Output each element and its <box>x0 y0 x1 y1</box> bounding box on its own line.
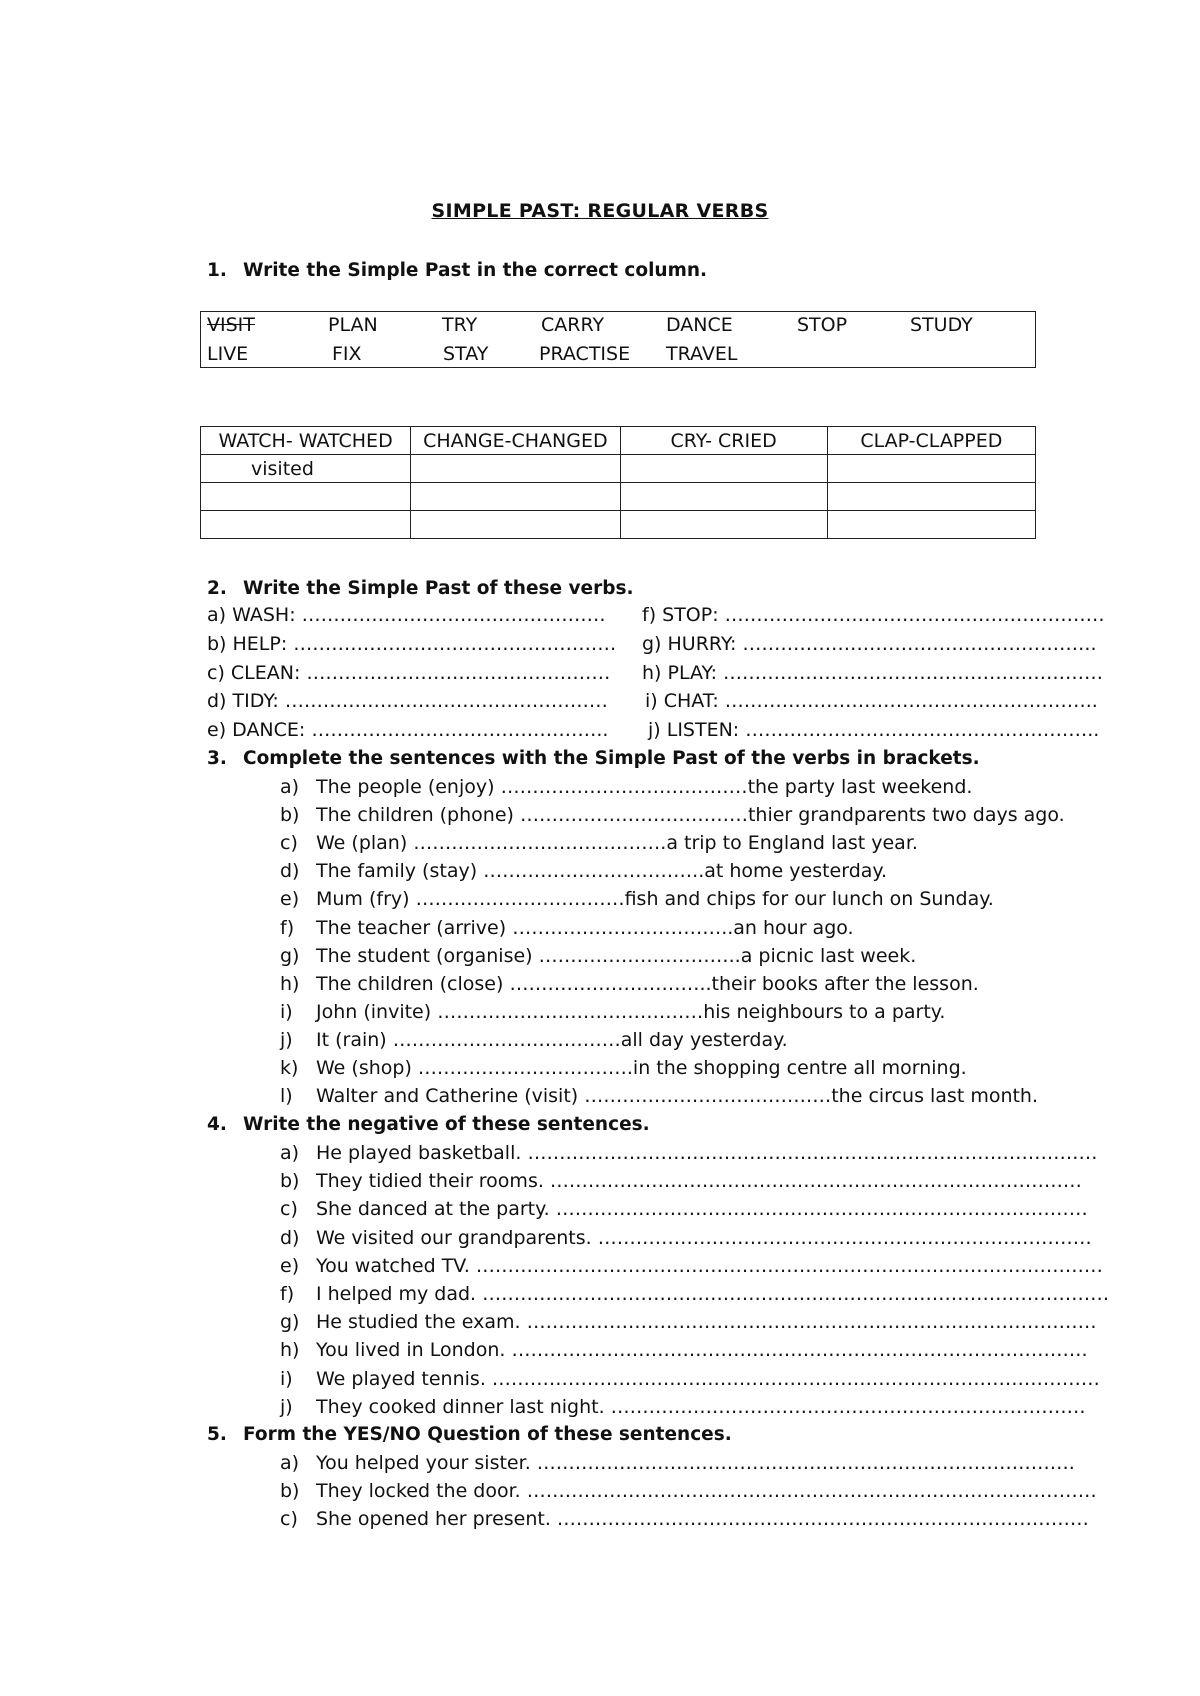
item-text: Mum (fry) ……………………………fish and chips for our lunch on Sunday. <box>316 888 994 911</box>
verb-word: LIVE <box>207 343 249 365</box>
section-number: 4. <box>207 1114 227 1135</box>
verb-word: CARRY <box>541 314 605 336</box>
section-heading-text: Form the YES/NO Question of these sentences. <box>243 1424 732 1445</box>
answer-cell[interactable] <box>827 483 1035 511</box>
verb-box <box>200 311 1036 368</box>
answer-cell[interactable] <box>201 511 411 539</box>
exercise-item[interactable] <box>280 973 979 995</box>
item-text: He played basketball. ……………………………………………………………………………… <box>316 1142 1098 1164</box>
table-row <box>201 483 1036 511</box>
exercise-item[interactable] <box>280 1508 1089 1530</box>
exercise-item[interactable] <box>280 860 887 882</box>
item-letter: d) <box>280 860 300 883</box>
answer-cell[interactable] <box>201 483 411 511</box>
section-number: 2. <box>207 578 227 599</box>
answer-cell[interactable] <box>620 455 827 483</box>
section-1-heading <box>207 260 707 281</box>
exercise-item[interactable] <box>280 1339 1088 1361</box>
exercise-item[interactable] <box>280 1001 945 1023</box>
answer-cell[interactable] <box>620 511 827 539</box>
verb-word: TRAVEL <box>666 343 738 365</box>
exercise-item[interactable] <box>280 917 854 939</box>
exercise-item[interactable] <box>280 888 994 910</box>
item-letter: c) <box>280 832 298 855</box>
item-letter: b) <box>280 1170 300 1193</box>
section-number: 3. <box>207 748 227 769</box>
answer-cell[interactable]: visited <box>201 455 411 483</box>
exercise-item[interactable] <box>280 1480 1097 1502</box>
item-text: The student (organise) …………………………..a picnic last week. <box>316 944 917 967</box>
section-5-heading <box>207 1424 732 1445</box>
exercise-item[interactable]: h) PLAY: …………………………………………………… <box>642 662 1104 684</box>
section-heading-text: Write the Simple Past of these verbs. <box>243 578 634 599</box>
verb-word: STAY <box>443 343 489 365</box>
item-text: She danced at the party. ………………………………………………………………………… <box>316 1198 1088 1221</box>
answer-cell[interactable] <box>411 511 620 539</box>
item-letter: f) <box>280 1283 295 1305</box>
item-letter: a) <box>280 776 300 798</box>
verb-word: PRACTISE <box>539 343 631 365</box>
item-text: We (plan) ………………………………….a trip to England last year. <box>316 832 918 855</box>
exercise-item[interactable] <box>280 1142 1097 1164</box>
item-letter: k) <box>280 1057 299 1079</box>
section-heading-text: Write the Simple Past in the correct column. <box>243 260 708 281</box>
simple-past-columns-table <box>200 426 1036 539</box>
item-text: You watched TV. ……………………………………………………………………………………… <box>316 1254 1103 1277</box>
column-header: CRY- CRIED <box>620 427 827 455</box>
verb-word-crossed: VISIT <box>207 314 255 336</box>
exercise-item[interactable] <box>280 945 916 967</box>
item-letter: g) <box>280 1311 300 1334</box>
answer-cell[interactable] <box>827 511 1035 539</box>
item-text: The teacher (arrive) ……………………………..an hour ago. <box>316 916 854 939</box>
exercise-item[interactable] <box>280 804 1065 826</box>
item-text: The family (stay) ……………………………..at home yesterday. <box>316 860 888 883</box>
verb-word: FIX <box>332 343 362 365</box>
column-header: CLAP-CLAPPED <box>827 427 1035 455</box>
item-text: We (shop) …………………………….in the shopping centre all morning. <box>316 1057 967 1079</box>
item-letter: a) <box>280 1452 300 1474</box>
item-letter: c) <box>280 1508 298 1530</box>
item-letter: a) <box>280 1142 300 1164</box>
verb-word: STUDY <box>910 314 973 336</box>
section-4-heading <box>207 1114 650 1135</box>
exercise-item[interactable] <box>280 1452 1075 1474</box>
section-number: 5. <box>207 1424 227 1445</box>
item-text: Walter and Catherine (visit) …………………………………the circus last month. <box>316 1085 1039 1108</box>
exercise-item[interactable]: a) WASH: ………………………………………… <box>207 604 606 626</box>
item-text: They cooked dinner last night. ………………………………………………………………… <box>316 1395 1086 1418</box>
item-letter: j) <box>280 1395 293 1418</box>
item-letter: b) <box>280 804 300 827</box>
item-text: You helped your sister. …………………………………………………………………………. <box>316 1452 1075 1474</box>
exercise-item[interactable]: i) CHAT: ………………………………………………….. <box>645 690 1098 712</box>
exercise-item[interactable] <box>280 1368 1100 1390</box>
exercise-item[interactable] <box>280 1085 1038 1107</box>
exercise-item[interactable]: g) HURRY: ……………………………………………….. <box>642 633 1097 655</box>
answer-cell[interactable] <box>411 483 620 511</box>
exercise-item[interactable] <box>280 1029 788 1051</box>
section-3-heading <box>207 748 980 769</box>
section-heading-text: Write the negative of these sentences. <box>243 1114 650 1135</box>
item-text: The people (enjoy) …………………………………the party last weekend. <box>316 776 973 798</box>
exercise-item[interactable] <box>280 1283 1109 1305</box>
verb-word: PLAN <box>328 314 378 336</box>
item-text: The children (phone) ………………………………thier grandparents two days ago. <box>316 804 1065 827</box>
exercise-item[interactable] <box>280 776 972 798</box>
worksheet-title: SIMPLE PAST: REGULAR VERBS <box>431 200 769 222</box>
exercise-item[interactable]: e) DANCE: ……………………………………….. <box>207 719 609 741</box>
answer-cell[interactable] <box>620 483 827 511</box>
exercise-item[interactable] <box>280 832 918 854</box>
verb-word: DANCE <box>666 314 733 336</box>
item-letter: i) <box>280 1000 293 1023</box>
item-text: We played tennis. …………………………………………………………………………………… <box>316 1367 1100 1390</box>
item-text: They locked the door. ……………………………………………………………………………… <box>316 1480 1097 1502</box>
item-letter: d) <box>280 1226 300 1249</box>
section-heading-text: Complete the sentences with the Simple Past of the verbs in brackets. <box>243 748 980 769</box>
exercise-item[interactable]: j) LISTEN: ……………………………………………….. <box>648 719 1100 741</box>
item-letter: g) <box>280 944 300 967</box>
item-text: John (invite) ……………………………………his neighbours to a party. <box>316 1000 946 1023</box>
item-letter: e) <box>280 888 300 911</box>
item-text: She opened her present. ………………………………………………………………………… <box>316 1508 1089 1530</box>
exercise-item[interactable] <box>280 1057 967 1079</box>
exercise-item[interactable] <box>280 1227 1092 1249</box>
item-text: The children (close) …………………………..their books after the lesson. <box>316 972 979 995</box>
item-letter: f) <box>280 916 295 939</box>
exercise-item[interactable]: c) CLEAN: ………………………………………… <box>207 662 611 684</box>
item-text: You lived in London. ………………………………………………………………………………. <box>316 1339 1088 1362</box>
exercise-item[interactable]: d) TIDY: …………………………………………… <box>207 690 608 712</box>
item-text: He studied the exam. ……………………………………………………………………………… <box>316 1311 1097 1334</box>
table-row <box>201 511 1036 539</box>
exercise-item[interactable] <box>280 1198 1088 1220</box>
exercise-item[interactable] <box>280 1170 1082 1192</box>
answer-cell[interactable] <box>411 455 620 483</box>
item-letter: i) <box>280 1367 293 1390</box>
section-2-heading <box>207 578 634 599</box>
exercise-item[interactable]: f) STOP: …………………………………………………… <box>642 604 1105 626</box>
item-letter: b) <box>280 1480 300 1502</box>
column-header: CHANGE-CHANGED <box>411 427 620 455</box>
item-letter: l) <box>280 1085 293 1108</box>
item-letter: h) <box>280 972 300 995</box>
item-letter: j) <box>280 1028 293 1051</box>
item-letter: e) <box>280 1254 300 1277</box>
exercise-item[interactable] <box>280 1311 1097 1333</box>
item-text: It (rain) ………………………………all day yesterday. <box>316 1028 788 1051</box>
exercise-item[interactable]: b) HELP: …………………………………………… <box>207 633 617 655</box>
section-number: 1. <box>207 260 227 281</box>
exercise-item[interactable] <box>280 1396 1086 1418</box>
table-row <box>201 455 1036 483</box>
answer-cell[interactable] <box>827 455 1035 483</box>
verb-word: STOP <box>797 314 848 336</box>
verb-word: TRY <box>442 314 478 336</box>
table-header-row <box>201 427 1036 455</box>
item-letter: h) <box>280 1339 300 1362</box>
exercise-item[interactable] <box>280 1255 1103 1277</box>
item-letter: c) <box>280 1198 298 1221</box>
item-text: We visited our grandparents. …………………………………………………………………… <box>316 1226 1092 1249</box>
item-text: I helped my dad. ……………………………………………………………………………………… <box>316 1283 1110 1305</box>
item-text: They tidied their rooms. ………………………………………………………………………… <box>316 1170 1082 1193</box>
column-header: WATCH- WATCHED <box>201 427 411 455</box>
